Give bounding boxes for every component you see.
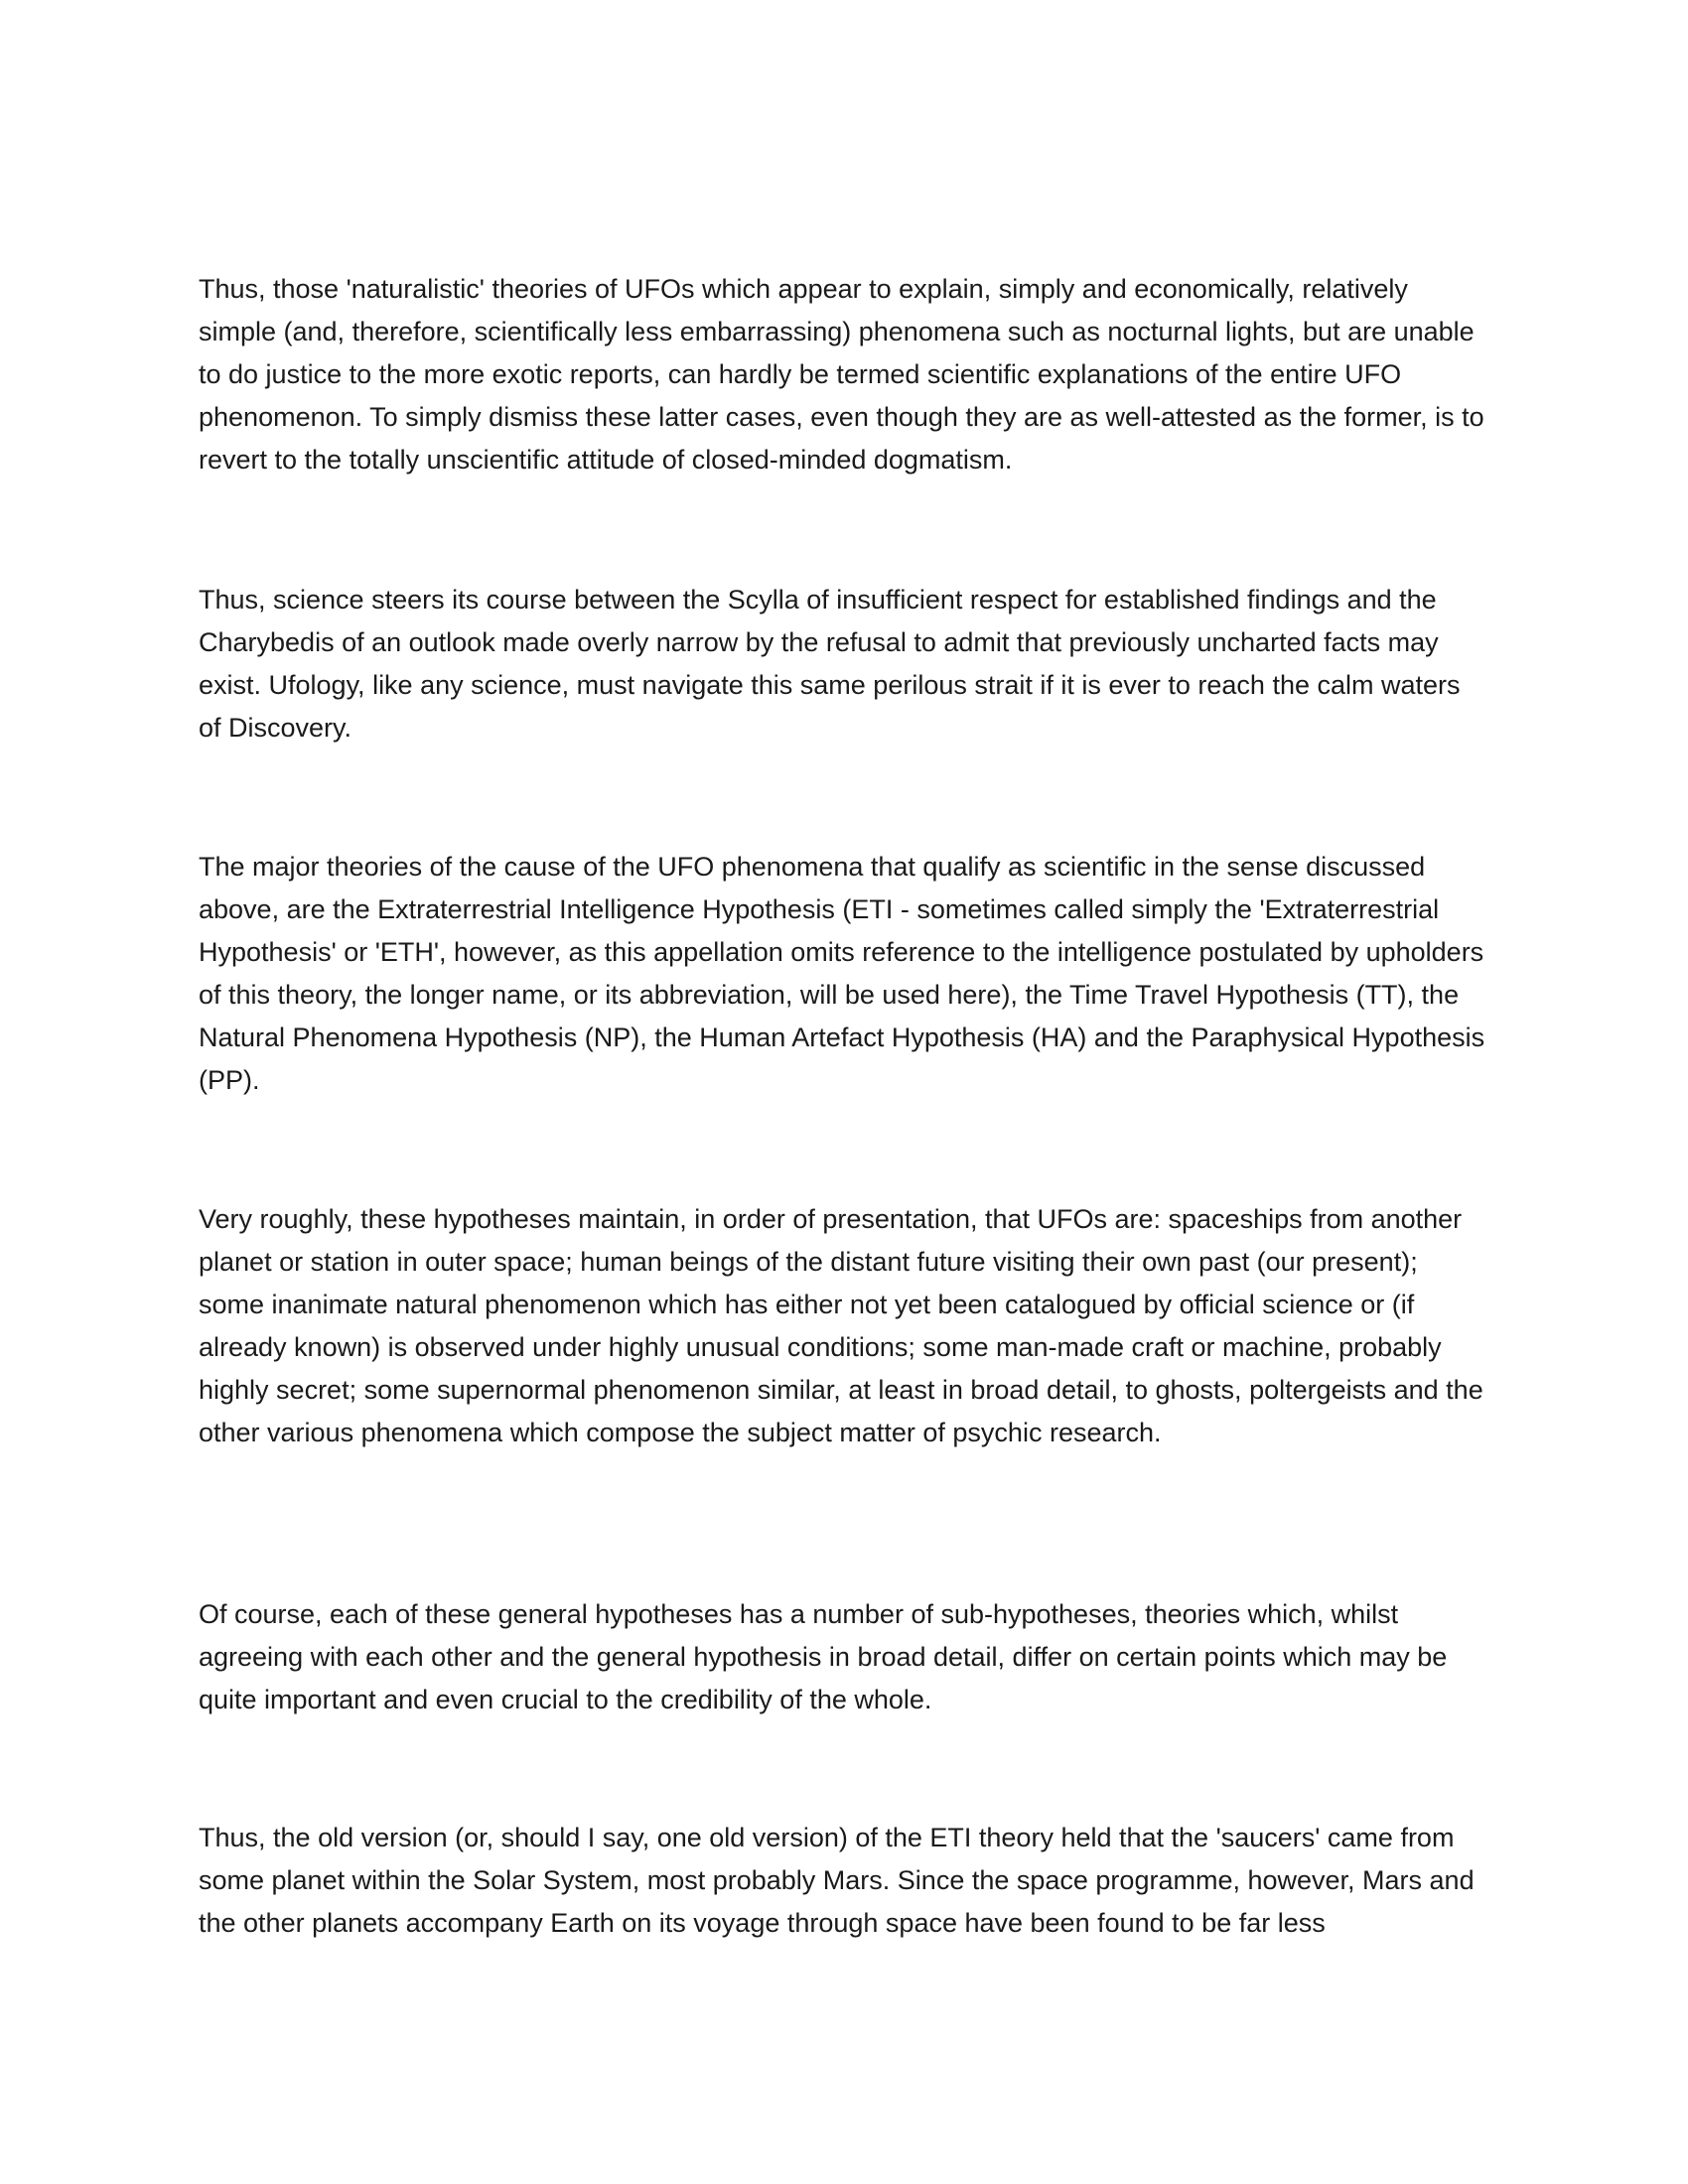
paragraph-naturalistic-theories: Thus, those 'naturalistic' theories of UFOs which appear to explain, simply and economically, relatively simple (and, therefore, scientifically less embarrassing) phenomena such as nocturnal lights, but are unable to do justice to the more exotic reports, can hardly be termed scientific explanations of the entire UFO phenomenon. To simply dismiss these latter cases, even though they are as well-attested as the former, is to revert to the totally unscientific attitude of closed-minded dogmatism.	[199, 274, 1484, 475]
paragraph-scylla-charybdis: Thus, science steers its course between the Scylla of insufficient respect for established findings and the Charybedis of an outlook made overly narrow by the refusal to admit that previously uncharted facts may exist. Ufology, like any science, must navigate this same perilous strait if it is ever to reach the calm waters of Discovery.	[199, 585, 1461, 743]
paragraph-major-theories: The major theories of the cause of the UFO phenomena that qualify as scientific in the sense discussed above, are the Extraterrestrial Intelligence Hypothesis (ETI - sometimes called simply the 'Extraterrestrial Hypothesis' or 'ETH', however, as this appellation omits reference to the intelligence postulated by upholders of this theory, the longer name, or its abbreviation, will be used here), the Time Travel Hypothesis (TT), the Natural Phenomena Hypothesis (NP), the Human Artefact Hypothesis (HA) and the Paraphysical Hypothesis (PP).	[199, 852, 1485, 1095]
paragraph-hypotheses-summary: Very roughly, these hypotheses maintain, in order of presentation, that UFOs are: spaceships from another planet or station in outer space; human beings of the distant future visiting their own past (our present); some inanimate natural phenomenon which has either not yet been catalogued by official science or (if already known) is observed under highly unusual conditions; some man-made craft or machine, probably highly secret; some supernormal phenomenon similar, at least in broad detail, to ghosts, poltergeists and the other various phenomena which compose the subject matter of psychic research.	[199, 1204, 1483, 1447]
paragraph-sub-hypotheses: Of course, each of these general hypotheses has a number of sub-hypotheses, theories which, whilst agreeing with each other and the general hypothesis in broad detail, differ on certain points which may be quite important and even crucial to the credibility of the whole.	[199, 1599, 1448, 1714]
paragraph-eti-old-version: Thus, the old version (or, should I say, one old version) of the ETI theory held that the 'saucers' came from some planet within the Solar System, most probably Mars. Since the space programme, however, Mars and the other planets accompany Earth on its voyage through space have been found to be far less	[199, 1823, 1475, 1938]
